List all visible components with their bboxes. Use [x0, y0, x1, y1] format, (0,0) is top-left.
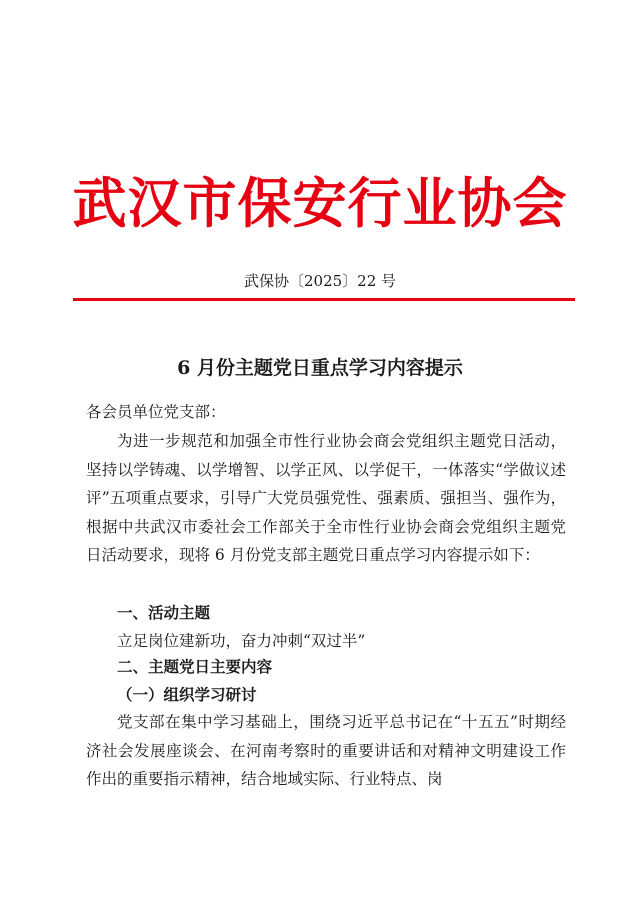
document-number: 武保协〔2025〕22 号	[243, 272, 397, 290]
paragraph-intro: 为进一步规范和加强全市性行业协会商会党组织主题党日活动，坚持以学铸魂、以学增智、以学正风、以学促干，一体落实“学做议述评”五项重点要求，引导广大党员强党性、强素质、强担当、强作为，根据中共武汉市委社会工作部关于全市性行业协会商会党组织主题党日活动要求，现将 6 月份党支部主题党日重点学习内容提示如下：	[86, 432, 566, 565]
red-divider-line	[73, 298, 575, 301]
section-heading-main-content: 二、主题党日主要内容	[117, 658, 273, 676]
subsection-heading-study: （一）组织学习研讨	[117, 685, 257, 704]
document-title: 6 月份主题党日重点学习内容提示	[177, 357, 463, 379]
salutation: 各会员单位党支部：	[86, 403, 226, 421]
section-heading-activity-theme: 一、活动主题	[117, 604, 211, 622]
organization-title: 武汉市保安行业协会	[72, 171, 568, 235]
paragraph-study: 党支部在集中学习基础上，围绕习近平总书记在“十五五”时期经济社会发展座谈会、在河南考察时的重要讲话和对精神文明建设工作作出的重要指示精神，结合地域实际、行业特点、岗	[86, 713, 566, 789]
activity-theme-text: 立足岗位建新功，奋力冲刺“双过半”	[117, 632, 366, 650]
